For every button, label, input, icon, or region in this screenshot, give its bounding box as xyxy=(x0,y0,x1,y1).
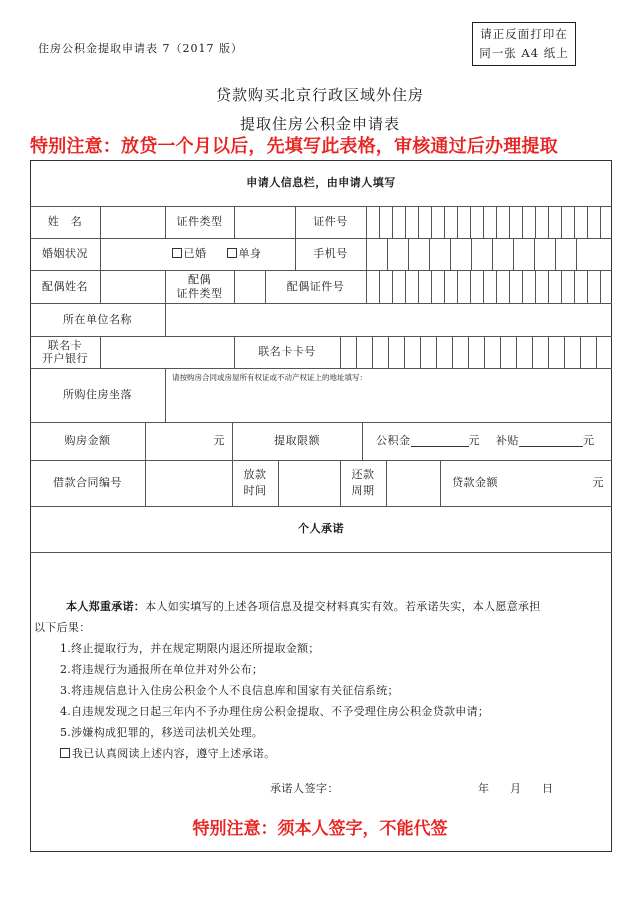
pledge-item-5: 5.涉嫌构成犯罪的，移送司法机关处理。 xyxy=(60,726,264,739)
form-title-line2: 提取住房公积金申请表 xyxy=(239,115,400,133)
card-number-label: 联名卡卡号 xyxy=(258,345,316,358)
fund-unit: 元 xyxy=(468,434,480,447)
marital-status-label: 婚姻状况 xyxy=(42,247,88,260)
address-hint: 请按购房合同或房屋所有权证或不动产权证上的地址填写： xyxy=(172,373,367,382)
phone-digit-boxes[interactable] xyxy=(366,238,612,270)
loan-time-line2: 时间 xyxy=(243,484,267,497)
date-day-label: 日 xyxy=(542,782,553,795)
bottom-notice: 特别注意：须本人签字，不能代签 xyxy=(192,819,448,839)
signature-field[interactable] xyxy=(340,776,470,792)
card-number-digit-boxes[interactable] xyxy=(340,336,612,368)
address-label: 所购住房坐落 xyxy=(63,388,132,401)
pledge-lead-wrap: 以下后果： xyxy=(34,621,91,634)
spouse-name-label: 配偶姓名 xyxy=(42,279,88,293)
pledge-lead xyxy=(60,596,608,617)
spouse-id-digit-boxes[interactable] xyxy=(366,270,612,303)
bank-label xyxy=(30,336,100,368)
loan-time-field[interactable] xyxy=(278,460,340,506)
pledge-confirm[interactable] xyxy=(60,743,608,764)
subsidy-amount-blank[interactable] xyxy=(519,435,583,447)
loan-time-label xyxy=(232,460,278,506)
spouse-id-type-label xyxy=(165,270,234,303)
grid-line xyxy=(362,422,363,460)
pledge-body xyxy=(34,596,608,764)
pledge-heading: 个人承诺 xyxy=(298,522,344,535)
print-note-line2: 同一张 A4 纸上 xyxy=(479,46,569,60)
form-code: 住房公积金提取申请表 7（2017 版） xyxy=(38,42,243,55)
fund-amount-blank[interactable] xyxy=(411,435,469,447)
pledge-item-2: 2.将违规行为通报所在单位并对外公布； xyxy=(60,663,264,676)
price-label: 购房金额 xyxy=(64,434,111,447)
contract-field[interactable] xyxy=(145,460,232,506)
print-note-box xyxy=(472,22,576,66)
bank-label-line1: 联名卡 xyxy=(47,339,83,352)
print-note-line1: 请正反面打印在 xyxy=(480,27,568,41)
row-divider xyxy=(30,552,612,553)
loan-amount-unit: 元 xyxy=(592,476,604,489)
loan-amount-label: 贷款金额 xyxy=(452,476,498,489)
id-type-field[interactable] xyxy=(234,206,295,238)
pledge-confirm-text: 我已认真阅读上述内容，遵守上述承诺。 xyxy=(72,747,276,760)
limit-amounts xyxy=(376,422,606,460)
price-field[interactable] xyxy=(145,422,225,460)
married-checkbox[interactable] xyxy=(172,248,182,258)
repayment-term-field[interactable] xyxy=(386,460,440,506)
form-title-line1: 贷款购买北京行政区域外住房 xyxy=(215,86,424,104)
id-type-label: 证件类型 xyxy=(176,215,223,228)
repayment-term-line1: 还款 xyxy=(351,468,375,481)
spouse-id-type-line2: 证件类型 xyxy=(176,286,223,300)
pledge-item-4: 4.自违规发现之日起三年内不予办理住房公积金提取、不予受理住房公积金贷款申请； xyxy=(60,705,490,718)
loan-time-line1: 放款 xyxy=(243,468,267,481)
date-month-label: 月 xyxy=(510,782,521,795)
phone-label: 手机号 xyxy=(313,247,348,260)
pledge-lead-text: 本人如实填写的上述各项信息及提交材料真实有效。若承诺失实，本人愿意承担 xyxy=(145,600,541,613)
spouse-name-field[interactable] xyxy=(100,270,165,303)
repayment-term-line2: 周期 xyxy=(351,484,375,497)
spouse-id-label: 配偶证件号 xyxy=(286,279,345,293)
repayment-term-label xyxy=(340,460,386,506)
marital-options xyxy=(100,238,295,270)
limit-label: 提取限额 xyxy=(274,434,320,447)
subsidy-label: 补贴 xyxy=(496,434,519,447)
single-option-label: 单身 xyxy=(238,247,262,260)
pledge-lead-bold: 本人郑重承诺： xyxy=(66,600,146,613)
top-notice: 特别注意：放贷一个月以后，先填写此表格，审核通过后办理提取 xyxy=(30,136,558,157)
fund-label: 公积金 xyxy=(376,434,411,447)
contract-label: 借款合同编号 xyxy=(53,476,122,489)
spouse-id-type-field[interactable] xyxy=(234,270,265,303)
applicant-section-heading: 申请人信息栏，由申请人填写 xyxy=(246,176,396,189)
employer-field[interactable] xyxy=(165,303,612,336)
signature-label: 承诺人签字： xyxy=(270,782,339,795)
employer-label: 所在单位名称 xyxy=(63,312,132,326)
id-number-label: 证件号 xyxy=(313,215,348,228)
name-label: 姓 名 xyxy=(47,215,83,228)
address-field[interactable] xyxy=(165,386,612,422)
pledge-item-1: 1.终止提取行为，并在规定期限内退还所提取金额； xyxy=(60,642,320,655)
bank-label-line2: 开户银行 xyxy=(42,352,88,365)
spouse-id-type-line1: 配偶 xyxy=(188,272,211,286)
pledge-item-3: 3.将违规信息计入住房公积金个人不良信息库和国家有关征信系统； xyxy=(60,684,399,697)
subsidy-unit: 元 xyxy=(583,434,595,447)
id-number-digit-boxes[interactable] xyxy=(366,206,612,238)
single-option[interactable] xyxy=(227,247,262,261)
married-option[interactable] xyxy=(172,247,207,261)
single-checkbox[interactable] xyxy=(227,248,237,258)
bank-field[interactable] xyxy=(100,336,234,368)
name-field[interactable] xyxy=(100,206,165,238)
date-year-label: 年 xyxy=(478,782,489,795)
confirm-checkbox[interactable] xyxy=(60,748,70,758)
price-unit: 元 xyxy=(213,434,225,447)
loan-amount-field[interactable] xyxy=(510,460,604,506)
married-option-label: 已婚 xyxy=(183,247,207,260)
